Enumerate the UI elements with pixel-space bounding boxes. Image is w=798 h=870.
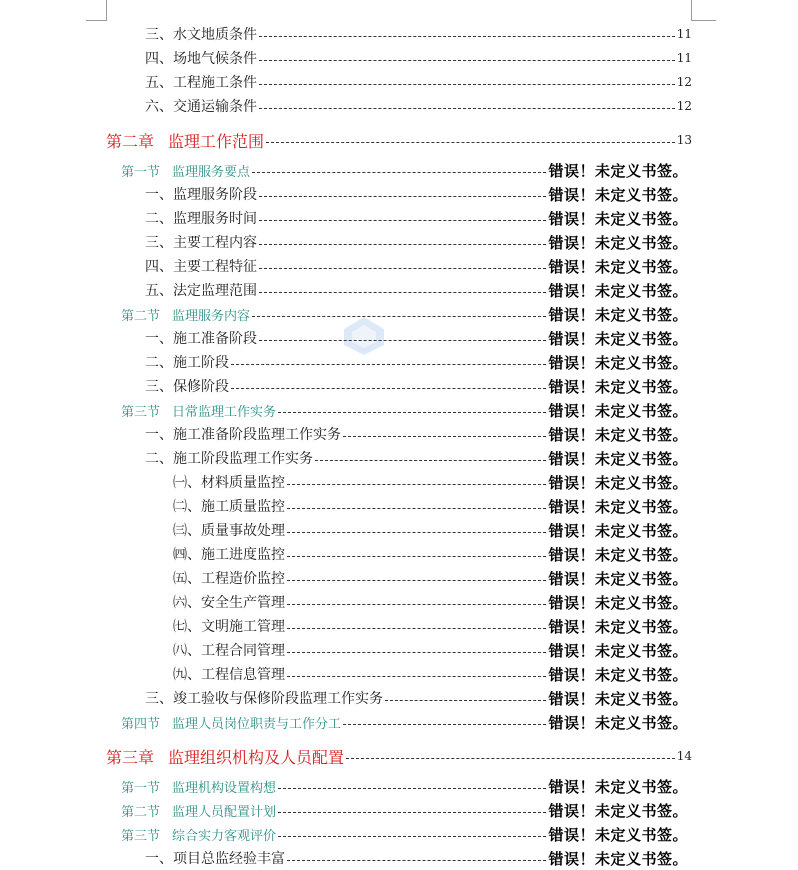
toc-entry[interactable]: [0, 494, 798, 518]
toc-entry[interactable]: [0, 470, 798, 494]
toc-label: [173, 472, 285, 492]
section-number: 第一节: [121, 164, 161, 180]
toc-title: ㈠、材料质量监控: [173, 475, 285, 491]
bookmark-error-text: 错误！未定义书签。: [548, 233, 688, 252]
toc-label: [145, 184, 257, 204]
chapter-number: 第二章: [106, 131, 155, 151]
dot-leader: [287, 508, 546, 509]
toc-entry[interactable]: [0, 254, 798, 278]
toc-title: 监理工作范围: [168, 131, 265, 151]
bookmark-error-text: 错误！未定义书签。: [548, 425, 688, 444]
toc-entry[interactable]: [0, 22, 798, 46]
bookmark-error-text: 错误！未定义书签。: [548, 353, 688, 372]
bookmark-error-text: 错误！未定义书签。: [548, 521, 688, 540]
toc-section[interactable]: [0, 398, 798, 422]
toc-entry[interactable]: [0, 206, 798, 230]
toc-title: 监理人员配置计划: [172, 804, 277, 820]
bookmark-error-text: 错误！未定义书签。: [548, 257, 688, 276]
toc-section[interactable]: [0, 822, 798, 846]
bookmark-error-text: 错误！未定义书签。: [548, 641, 688, 660]
dot-leader: [266, 142, 675, 143]
toc-label: [145, 72, 257, 92]
toc-entry[interactable]: [0, 638, 798, 662]
chapter-number: 第三章: [106, 747, 155, 767]
bookmark-error-text: 错误！未定义书签。: [548, 777, 688, 796]
toc-entry[interactable]: [0, 518, 798, 542]
toc-label: [145, 256, 257, 276]
toc-title: ㈧、工程合同管理: [173, 643, 285, 659]
dot-leader: [315, 460, 546, 461]
toc-title: ㈣、施工进度监控: [173, 547, 285, 563]
dot-leader: [287, 604, 546, 605]
bookmark-error-text: 错误！未定义书签。: [548, 401, 688, 420]
toc-label: [121, 713, 341, 732]
bookmark-error-text: 错误！未定义书签。: [548, 377, 688, 396]
toc-entry[interactable]: [0, 182, 798, 206]
toc-section[interactable]: [0, 798, 798, 822]
bookmark-error-text: 错误！未定义书签。: [548, 849, 688, 868]
toc-title: 监理服务内容: [172, 308, 251, 324]
dot-leader: [287, 860, 546, 861]
toc-entry[interactable]: [0, 446, 798, 470]
toc-label: [145, 448, 313, 468]
toc-title: 五、工程施工条件: [145, 75, 257, 91]
page-number: 12: [676, 99, 692, 113]
toc-label: [145, 328, 257, 348]
bookmark-error-text: 错误！未定义书签。: [548, 281, 688, 300]
dot-leader: [259, 292, 546, 293]
toc-label: [173, 640, 285, 660]
toc-title: 综合实力客观评价: [172, 828, 277, 844]
toc-entry[interactable]: [0, 542, 798, 566]
bookmark-error-text: 错误！未定义书签。: [548, 713, 688, 732]
toc-label: [145, 352, 229, 372]
toc-title: 三、主要工程内容: [145, 235, 257, 251]
toc-label: [173, 496, 285, 516]
dot-leader: [259, 84, 675, 85]
toc-section[interactable]: [0, 774, 798, 798]
bookmark-error-text: 错误！未定义书签。: [548, 161, 688, 180]
toc-title: ㈨、工程信息管理: [173, 667, 285, 683]
toc-title: 监理机构设置构想: [172, 780, 277, 796]
toc-title: 一、项目总监经验丰富: [145, 851, 285, 867]
toc-chapter[interactable]: [0, 126, 798, 154]
toc-title: ㈡、施工质量监控: [173, 499, 285, 515]
toc-entry[interactable]: [0, 590, 798, 614]
toc-label: [173, 544, 285, 564]
dot-leader: [346, 758, 675, 759]
dot-leader: [259, 220, 546, 221]
bookmark-error-text: 错误！未定义书签。: [548, 185, 688, 204]
toc-entry[interactable]: [0, 614, 798, 638]
page-corner-top-left: [86, 0, 107, 21]
toc-section[interactable]: [0, 158, 798, 182]
dot-leader: [259, 60, 675, 61]
toc-label: [106, 129, 264, 152]
section-number: 第一节: [121, 780, 161, 796]
toc-title: 三、竣工验收与保修阶段监理工作实务: [145, 691, 383, 707]
section-number: 第二节: [121, 308, 161, 324]
toc-label: [145, 24, 257, 44]
bookmark-error-text: 错误！未定义书签。: [548, 209, 688, 228]
toc-label: [173, 616, 285, 636]
dot-leader: [278, 836, 546, 837]
toc-title: 二、施工阶段监理工作实务: [145, 451, 313, 467]
bookmark-error-text: 错误！未定义书签。: [548, 305, 688, 324]
toc-label: [145, 280, 257, 300]
section-number: 第二节: [121, 804, 161, 820]
page-number: 13: [676, 133, 692, 147]
toc-label: [145, 848, 285, 868]
toc-entry[interactable]: [0, 846, 798, 870]
dot-leader: [287, 580, 546, 581]
toc-label: [106, 745, 344, 768]
toc-label: [145, 688, 383, 708]
toc-title: 二、监理服务时间: [145, 211, 257, 227]
dot-leader: [252, 172, 546, 173]
toc-title: 一、施工准备阶段: [145, 331, 257, 347]
toc-title: 四、场地气候条件: [145, 51, 257, 67]
dot-leader: [259, 244, 546, 245]
bookmark-error-text: 错误！未定义书签。: [548, 449, 688, 468]
toc-label: [173, 520, 285, 540]
dot-leader: [252, 316, 546, 317]
toc-label: [121, 401, 276, 420]
page-corner-top-right: [691, 0, 716, 21]
dot-leader: [278, 412, 546, 413]
dot-leader: [259, 340, 546, 341]
dot-leader: [259, 108, 675, 109]
toc-label: [145, 48, 257, 68]
toc-entry[interactable]: [0, 686, 798, 710]
toc-title: 六、交通运输条件: [145, 99, 257, 115]
dot-leader: [259, 36, 675, 37]
toc-entry[interactable]: [0, 326, 798, 350]
dot-leader: [287, 556, 546, 557]
section-number: 第三节: [121, 828, 161, 844]
toc-label: [121, 825, 276, 844]
toc-title: ㈤、工程造价监控: [173, 571, 285, 587]
section-number: 第四节: [121, 716, 161, 732]
toc-title: 日常监理工作实务: [172, 404, 277, 420]
toc-entry[interactable]: [0, 70, 798, 94]
dot-leader: [287, 676, 546, 677]
page-number: 12: [676, 75, 692, 89]
toc-label: [121, 161, 250, 180]
dot-leader: [343, 724, 546, 725]
toc-entry[interactable]: [0, 46, 798, 70]
toc-title: ㈥、安全生产管理: [173, 595, 285, 611]
toc-label: [173, 664, 285, 684]
toc-label: [121, 777, 276, 796]
toc-title: 一、施工准备阶段监理工作实务: [145, 427, 341, 443]
dot-leader: [231, 388, 546, 389]
toc-entry[interactable]: [0, 350, 798, 374]
bookmark-error-text: 错误！未定义书签。: [548, 665, 688, 684]
bookmark-error-text: 错误！未定义书签。: [548, 473, 688, 492]
toc-title: 三、保修阶段: [145, 379, 229, 395]
dot-leader: [278, 812, 546, 813]
toc-label: [173, 592, 285, 612]
toc-label: [145, 208, 257, 228]
toc-label: [173, 568, 285, 588]
dot-leader: [231, 364, 546, 365]
dot-leader: [343, 436, 546, 437]
dot-leader: [287, 652, 546, 653]
toc-chapter[interactable]: [0, 742, 798, 770]
toc-title: 四、主要工程特征: [145, 259, 257, 275]
toc-title: 三、水文地质条件: [145, 27, 257, 43]
dot-leader: [287, 628, 546, 629]
toc-entry[interactable]: [0, 566, 798, 590]
bookmark-error-text: 错误！未定义书签。: [548, 497, 688, 516]
bookmark-error-text: 错误！未定义书签。: [548, 545, 688, 564]
bookmark-error-text: 错误！未定义书签。: [548, 569, 688, 588]
bookmark-error-text: 错误！未定义书签。: [548, 825, 688, 844]
bookmark-error-text: 错误！未定义书签。: [548, 689, 688, 708]
toc-title: 二、施工阶段: [145, 355, 229, 371]
toc-label: [121, 801, 276, 820]
toc-label: [145, 376, 229, 396]
toc-title: ㈢、质量事故处理: [173, 523, 285, 539]
dot-leader: [287, 484, 546, 485]
toc-entry[interactable]: [0, 94, 798, 118]
dot-leader: [259, 268, 546, 269]
bookmark-error-text: 错误！未定义书签。: [548, 329, 688, 348]
toc-title: 五、法定监理范围: [145, 283, 257, 299]
toc-section[interactable]: [0, 710, 798, 734]
toc-title: ㈦、文明施工管理: [173, 619, 285, 635]
dot-leader: [278, 788, 546, 789]
toc-title: 监理服务要点: [172, 164, 251, 180]
toc-entry[interactable]: [0, 374, 798, 398]
page-number: 11: [676, 51, 692, 65]
page-number: 14: [676, 749, 692, 763]
toc-title: 一、监理服务阶段: [145, 187, 257, 203]
toc-label: [121, 305, 250, 324]
section-number: 第三节: [121, 404, 161, 420]
dot-leader: [287, 532, 546, 533]
toc-entry[interactable]: [0, 662, 798, 686]
page-number: 11: [676, 27, 692, 41]
toc-title: 监理人员岗位职责与工作分工: [172, 716, 342, 732]
toc-entry[interactable]: [0, 230, 798, 254]
dot-leader: [385, 700, 546, 701]
toc-title: 监理组织机构及人员配置: [168, 747, 345, 767]
bookmark-error-text: 错误！未定义书签。: [548, 801, 688, 820]
toc-section[interactable]: [0, 302, 798, 326]
toc-label: [145, 232, 257, 252]
bookmark-error-text: 错误！未定义书签。: [548, 617, 688, 636]
toc-label: [145, 96, 257, 116]
toc-entry[interactable]: [0, 278, 798, 302]
dot-leader: [259, 196, 546, 197]
bookmark-error-text: 错误！未定义书签。: [548, 593, 688, 612]
toc-entry[interactable]: [0, 422, 798, 446]
toc-label: [145, 424, 341, 444]
